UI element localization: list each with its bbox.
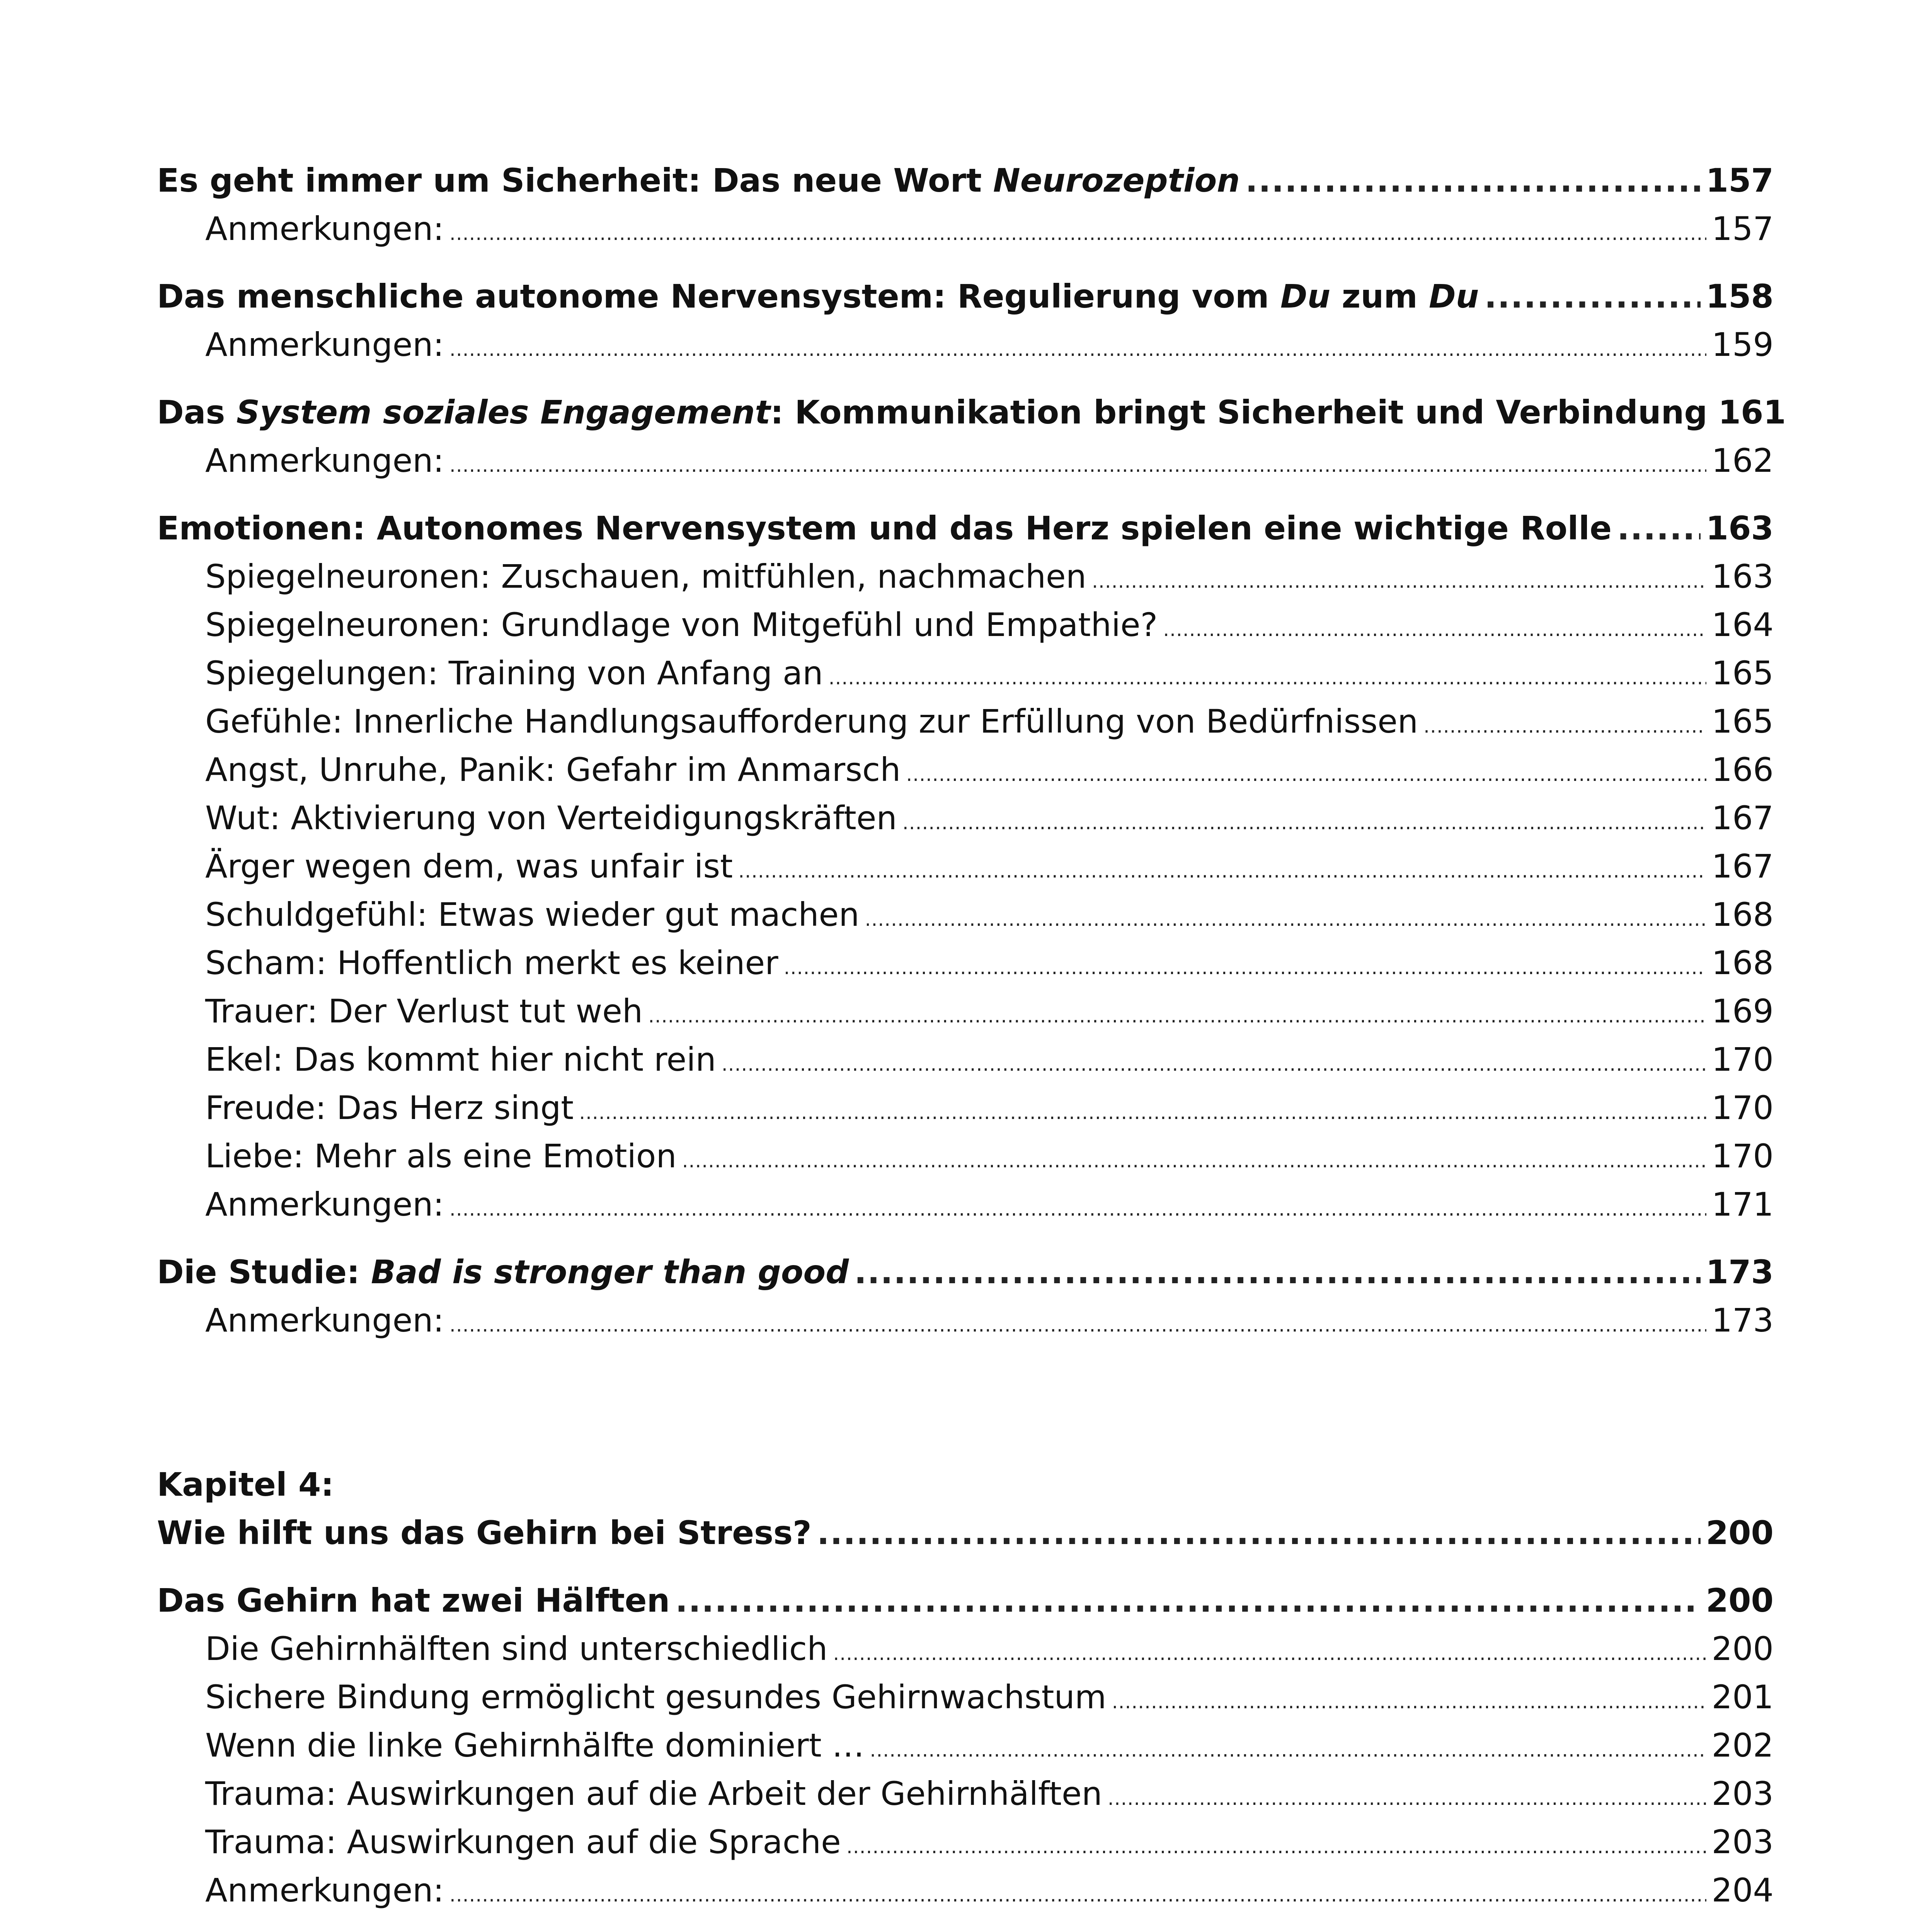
page-number: 167 (1711, 799, 1774, 837)
dot-leader (829, 654, 1706, 702)
page-number: 159 (1711, 326, 1774, 364)
entry-title: Anmerkungen: (205, 1185, 444, 1223)
page-number: 157 (1706, 162, 1774, 199)
entry-title: Angst, Unruhe, Panik: Gefahr im Anmarsch (205, 751, 901, 789)
page-number: 168 (1711, 944, 1774, 982)
entry-title: Ekel: Das kommt hier nicht rein (205, 1041, 716, 1078)
page-number: 167 (1711, 847, 1774, 885)
toc-entry-bad-is-stronger[interactable] (157, 1248, 1774, 1296)
toc-subentry-notes[interactable] (157, 437, 1774, 485)
entry-title: Trauma: Auswirkungen auf die Sprache (205, 1823, 841, 1861)
entry-title: Anmerkungen: (205, 442, 444, 480)
dot-leader (870, 1726, 1706, 1774)
entry-title: Gefühle: Innerliche Handlungsaufforderung zur Erfüllung von Bedürfnissen (205, 702, 1418, 740)
page-number: 170 (1711, 1089, 1774, 1127)
toc-subentry[interactable] (157, 601, 1774, 649)
entry-title: Liebe: Mehr als eine Emotion (205, 1137, 677, 1175)
page-number: 173 (1711, 1301, 1774, 1339)
toc-subentry[interactable] (157, 1132, 1774, 1180)
toc-subentry[interactable] (157, 1721, 1774, 1770)
dot-leader (648, 992, 1706, 1040)
dot-leader (833, 1629, 1706, 1678)
dot-leader (1617, 504, 1701, 553)
entry-title: Scham: Hoffentlich merkt es keiner (205, 944, 778, 982)
entry-title: Anmerkungen: (205, 1301, 444, 1339)
toc-entry-neurozeption[interactable] (157, 156, 1774, 205)
page-number: 157 (1711, 210, 1774, 248)
dot-leader (846, 1823, 1706, 1871)
page-number: 161 (1718, 393, 1786, 431)
entry-title: Freude: Das Herz singt (205, 1089, 574, 1127)
toc-subentry[interactable] (157, 746, 1774, 794)
page-number: 171 (1711, 1185, 1774, 1223)
page-number: 168 (1711, 896, 1774, 934)
toc-entry-emotions[interactable] (157, 504, 1774, 553)
entry-title: Wie hilft uns das Gehirn bei Stress? (157, 1514, 812, 1552)
dot-leader (682, 1137, 1706, 1185)
dot-leader (1423, 702, 1706, 750)
page-number: 200 (1711, 1630, 1774, 1668)
toc-subentry-notes[interactable] (157, 321, 1774, 369)
toc-subentry[interactable] (157, 1625, 1774, 1673)
entry-title: Es geht immer um Sicherheit: Das neue Wort Neurozeption (157, 162, 1240, 199)
entry-title: Anmerkungen: (205, 210, 444, 248)
entry-title: Emotionen: Autonomes Nervensystem und das Herz spielen eine wichtige Rolle (157, 509, 1612, 547)
page-number: 170 (1711, 1137, 1774, 1175)
toc-entry-autonomic-nervous-system[interactable] (157, 272, 1774, 321)
entry-title: Spiegelneuronen: Zuschauen, mitfühlen, nachmachen (205, 558, 1086, 595)
dot-leader (449, 1301, 1706, 1349)
dot-leader (1245, 156, 1701, 205)
toc-subentry[interactable] (157, 697, 1774, 746)
entry-title: Spiegelneuronen: Grundlage von Mitgefühl und Empathie? (205, 606, 1158, 644)
dot-leader (1092, 557, 1706, 605)
page-number: 164 (1711, 606, 1774, 644)
entry-title: Die Studie: Bad is stronger than good (157, 1253, 849, 1291)
page-number: 162 (1711, 442, 1774, 480)
dot-leader (1163, 605, 1706, 654)
chapter-label: Kapitel 4: (157, 1466, 334, 1503)
dot-leader (1485, 272, 1701, 321)
dot-leader (865, 895, 1706, 944)
dot-leader (1108, 1774, 1706, 1823)
page-number: 165 (1711, 702, 1774, 740)
entry-title: Wut: Aktivierung von Verteidigungskräften (205, 799, 897, 837)
toc-subentry[interactable] (157, 891, 1774, 939)
page-number: 163 (1711, 558, 1774, 595)
page-number: 200 (1706, 1514, 1774, 1552)
entry-title: Sichere Bindung ermöglicht gesundes Gehirnwachstum (205, 1678, 1107, 1716)
toc-chapter-title[interactable] (157, 1509, 1774, 1557)
entry-title: Die Gehirnhälften sind unterschiedlich (205, 1630, 828, 1668)
entry-title: Spiegelungen: Training von Anfang an (205, 654, 823, 692)
toc-subentry[interactable] (157, 1673, 1774, 1721)
page-number: 204 (1711, 1871, 1774, 1909)
page-number: 200 (1706, 1582, 1774, 1619)
dot-leader (906, 750, 1706, 799)
toc-subentry[interactable] (157, 939, 1774, 987)
dot-leader (449, 1871, 1706, 1919)
toc-subentry[interactable] (157, 1084, 1774, 1132)
dot-leader (449, 1185, 1706, 1233)
entry-title: Trauer: Der Verlust tut weh (205, 992, 643, 1030)
entry-title: Anmerkungen: (205, 1871, 444, 1909)
toc-subentry-notes[interactable] (157, 1296, 1774, 1345)
page-number: 170 (1711, 1041, 1774, 1078)
toc-subentry[interactable] (157, 1818, 1774, 1866)
dot-leader (854, 1248, 1700, 1296)
page-number: 166 (1711, 751, 1774, 789)
entry-title: Schuldgefühl: Etwas wieder gut machen (205, 896, 860, 934)
entry-title: Anmerkungen: (205, 326, 444, 364)
dot-leader (675, 1577, 1700, 1625)
toc-subentry-notes[interactable] (157, 205, 1774, 253)
entry-title: Das menschliche autonome Nervensystem: Regulierung vom Du zum Du (157, 277, 1479, 315)
toc-subentry[interactable] (157, 794, 1774, 842)
table-of-contents (157, 156, 1786, 1932)
toc-subentry[interactable] (157, 1036, 1774, 1084)
dot-leader (449, 441, 1706, 490)
toc-entry-social-engagement[interactable] (157, 388, 1786, 437)
page-number: 202 (1711, 1726, 1774, 1764)
entry-title: Das Gehirn hat zwei Hälften (157, 1582, 670, 1619)
toc-subentry[interactable] (157, 987, 1774, 1036)
dot-leader (817, 1509, 1701, 1557)
dot-leader (784, 944, 1706, 992)
entry-title: Das System soziales Engagement: Kommunikation bringt Sicherheit und Verbindung (157, 393, 1708, 431)
toc-subentry[interactable] (157, 842, 1774, 891)
dot-leader (902, 799, 1706, 847)
dot-leader (449, 325, 1706, 374)
toc-subentry[interactable] (157, 553, 1774, 601)
toc-entry-brain-halves[interactable] (157, 1577, 1774, 1625)
page-number: 169 (1711, 992, 1774, 1030)
entry-title: Wenn die linke Gehirnhälfte dominiert … (205, 1726, 865, 1764)
entry-title: Trauma: Auswirkungen auf die Arbeit der Gehirnhälften (205, 1775, 1102, 1813)
toc-subentry-notes[interactable] (157, 1180, 1774, 1229)
page-number: 158 (1706, 277, 1774, 315)
toc-subentry[interactable] (157, 1770, 1774, 1818)
page-number: 203 (1711, 1823, 1774, 1861)
entry-title: Ärger wegen dem, was unfair ist (205, 847, 733, 885)
page-number: 201 (1711, 1678, 1774, 1716)
dot-leader (1112, 1678, 1706, 1726)
dot-leader (449, 209, 1706, 258)
toc-subentry[interactable] (157, 649, 1774, 697)
page-number: 165 (1711, 654, 1774, 692)
page-number: 203 (1711, 1775, 1774, 1813)
dot-leader (738, 847, 1706, 895)
page-number: 163 (1706, 509, 1774, 547)
dot-leader (722, 1040, 1706, 1088)
toc-subentry-notes[interactable] (157, 1866, 1774, 1915)
dot-leader (579, 1088, 1706, 1137)
page-number: 173 (1706, 1253, 1774, 1291)
